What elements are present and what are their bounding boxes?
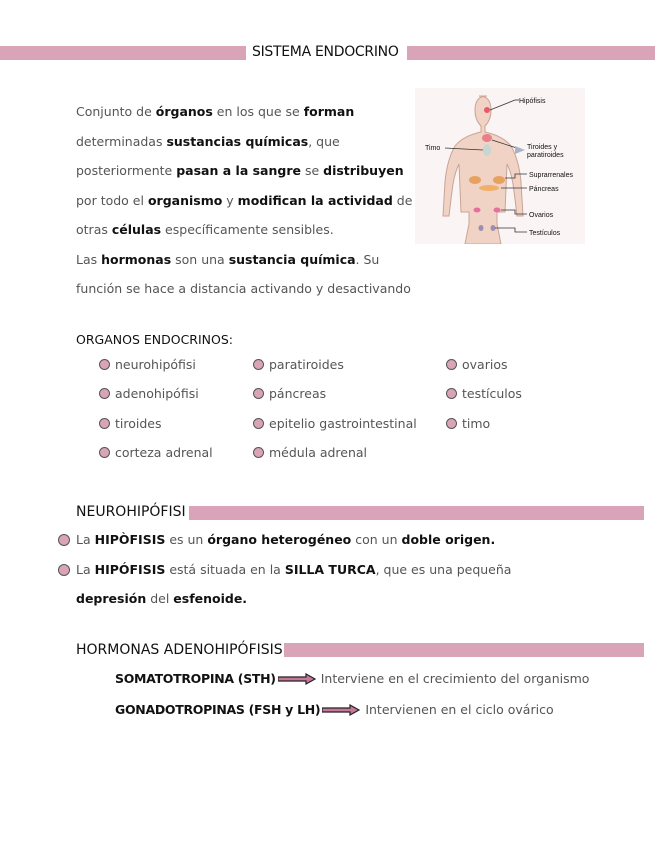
hormone-desc: Interviene en el crecimiento del organismo xyxy=(320,671,590,686)
label-testiculos: Testículos xyxy=(529,230,561,237)
neuro-bullet-1: La HIPÒFISIS es un órgano heterogéneo con un doble origen. xyxy=(58,525,558,555)
list-item: adenohipófisi xyxy=(99,386,199,401)
section-band-adeno xyxy=(284,643,644,657)
page-title: SISTEMA ENDOCRINO xyxy=(252,44,399,60)
hormone-row xyxy=(115,702,554,717)
label-tiroides: Tiroides y xyxy=(527,144,558,151)
bullet-dot-icon xyxy=(58,534,70,546)
hormone-row xyxy=(115,671,589,686)
hormone-name: GONADOTROPINAS (FSH y LH) xyxy=(115,702,321,717)
arrow-right-icon xyxy=(278,673,316,685)
list-item: médula adrenal xyxy=(253,445,367,460)
bullet-dot-icon xyxy=(99,447,110,458)
bullet-dot-icon xyxy=(446,418,457,429)
list-item: epitelio gastrointestinal xyxy=(253,416,417,431)
list-item: paratiroides xyxy=(253,357,344,372)
hormone-name: SOMATOTROPINA (STH) xyxy=(115,671,276,686)
intro-p2: Las hormonas son una sustancia química. Su función se hace a distancia activando y desactivando xyxy=(76,251,411,296)
hormone-desc: Intervienen en el ciclo ovárico xyxy=(365,702,554,717)
section-title-adeno: HORMONAS ADENOHIPÓFISIS xyxy=(76,642,283,658)
bullet-dot-icon xyxy=(99,359,110,370)
bullet-dot-icon xyxy=(253,359,264,370)
bullet-dot-icon xyxy=(253,388,264,399)
label-pancreas: Páncreas xyxy=(529,186,559,193)
intro-paragraph xyxy=(76,97,416,304)
arrow-right-icon xyxy=(322,704,360,716)
label-paratiroides: paratiroides xyxy=(527,152,564,159)
label-ovarios: Ovarios xyxy=(529,212,554,219)
header-band-right xyxy=(407,46,655,60)
bullet-dot-icon xyxy=(99,418,110,429)
list-item: páncreas xyxy=(253,386,326,401)
bullet-dot-icon xyxy=(253,447,264,458)
section-band-neuro xyxy=(189,506,644,520)
header-band-left xyxy=(0,46,246,60)
bullet-dot-icon xyxy=(58,564,70,576)
neuro-bullet-2: La HIPÓFISIS está situada en la SILLA TURCA, que es una pequeña depresión del esfenoide. xyxy=(58,555,558,615)
organos-title: ORGANOS ENDOCRINOS: xyxy=(76,332,234,347)
list-item: ovarios xyxy=(446,357,507,372)
section-title-neuro: NEUROHIPÓFISI xyxy=(76,504,186,520)
bullet-dot-icon xyxy=(253,418,264,429)
label-timo: Timo xyxy=(425,145,441,152)
bullet-dot-icon xyxy=(446,388,457,399)
intro-p1: Conjunto de órganos en los que se forman determinadas sustancias químicas, que posteriormente pasan a la sangre se distribuyen por todo el organismo y modifican la actividad de otras células específicamente sensibles. xyxy=(76,104,413,237)
bullet-dot-icon xyxy=(99,388,110,399)
list-item: tiroides xyxy=(99,416,162,431)
list-item: corteza adrenal xyxy=(99,445,213,460)
endocrine-body-illustration xyxy=(415,88,585,244)
list-item: testículos xyxy=(446,386,522,401)
list-item: timo xyxy=(446,416,490,431)
label-hipofisis: Hipófisis xyxy=(519,98,546,105)
bullet-dot-icon xyxy=(446,359,457,370)
label-suprarrenales: Suprarrenales xyxy=(529,172,573,179)
list-item: neurohipófisi xyxy=(99,357,196,372)
